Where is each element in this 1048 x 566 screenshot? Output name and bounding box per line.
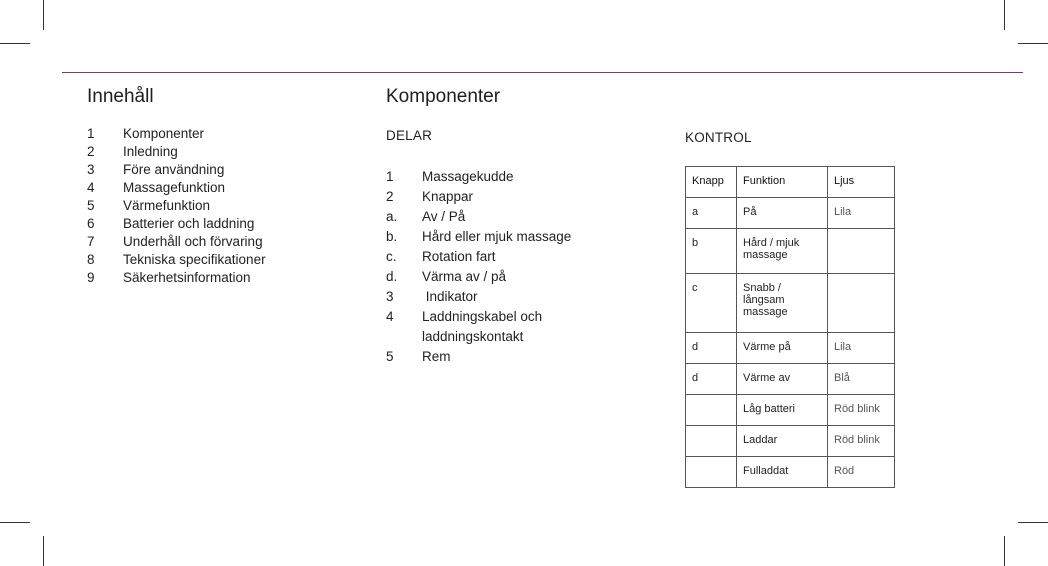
toc-item-number: 7 (87, 234, 95, 249)
part-item-number: 5 (386, 349, 394, 364)
cell-ljus: Lila (828, 198, 895, 229)
toc-item (87, 125, 266, 143)
part-item (386, 167, 612, 187)
part-item-number: a. (386, 209, 398, 224)
header-knapp: Knapp (686, 167, 737, 198)
parts-list (386, 167, 612, 367)
cell-ljus: Röd blink (828, 395, 895, 426)
control-table-row (686, 274, 895, 333)
part-item-label: Indikator (422, 289, 478, 304)
part-item-number: d. (386, 269, 398, 284)
toc-item (87, 179, 266, 197)
crop-mark-top-left-vertical (43, 0, 44, 30)
toc-item-number: 6 (87, 216, 95, 231)
parts-heading: DELAR (386, 128, 433, 143)
cell-funktion: Hård / mjuk massage (737, 229, 828, 274)
cell-knapp (686, 395, 737, 426)
crop-mark-top-left-horizontal (0, 43, 30, 44)
toc-item (87, 269, 266, 287)
part-item (386, 287, 612, 307)
part-item-number: 4 (386, 309, 394, 324)
crop-mark-top-right-horizontal (1018, 43, 1048, 44)
toc-item-label: Säkerhetsinformation (123, 270, 251, 285)
cell-knapp: c (686, 274, 737, 333)
control-table-header-row (686, 167, 895, 198)
components-title: Komponenter (386, 86, 501, 107)
control-table-row (686, 333, 895, 364)
toc-item-label: Värmefunktion (123, 198, 211, 213)
control-table-row (686, 198, 895, 229)
part-item (386, 227, 612, 247)
toc-item-label: Batterier och laddning (123, 216, 255, 231)
control-heading: KONTROL (685, 130, 752, 145)
cell-ljus: Röd (828, 457, 895, 488)
part-item (386, 247, 612, 267)
cell-funktion: Låg batteri (737, 395, 828, 426)
part-item-number: 3 (386, 289, 394, 304)
part-item-label: Av / På (422, 209, 466, 224)
part-item (386, 187, 612, 207)
cell-knapp: b (686, 229, 737, 274)
crop-mark-bottom-left-vertical (43, 536, 44, 566)
cell-ljus: Lila (828, 333, 895, 364)
control-table-row (686, 395, 895, 426)
toc-item (87, 233, 266, 251)
cell-funktion: Laddar (737, 426, 828, 457)
cell-knapp: d (686, 333, 737, 364)
part-item (386, 267, 612, 287)
part-item-label: Hård eller mjuk massage (422, 229, 572, 244)
toc-item-number: 9 (87, 270, 95, 285)
cell-funktion: På (737, 198, 828, 229)
part-item-number: 2 (386, 189, 394, 204)
part-item-label: Massagekudde (422, 169, 514, 184)
control-table-row (686, 364, 895, 395)
toc-item-label: Tekniska specifikationer (123, 252, 266, 267)
cell-funktion: Snabb / långsam massage (737, 274, 828, 333)
part-item-label: Rotation fart (422, 249, 496, 264)
cell-knapp: a (686, 198, 737, 229)
control-table-row (686, 426, 895, 457)
control-table-row (686, 457, 895, 488)
toc-item-number: 1 (87, 126, 95, 141)
crop-mark-bottom-right-horizontal (1018, 522, 1048, 523)
crop-mark-top-right-vertical (1004, 0, 1005, 30)
part-item-label: Värma av / på (422, 269, 507, 284)
cell-ljus (828, 274, 895, 333)
cell-funktion: Värme på (737, 333, 828, 364)
toc-item-label: Komponenter (123, 126, 205, 141)
toc-item (87, 197, 266, 215)
crop-mark-bottom-right-vertical (1004, 536, 1005, 566)
part-item (386, 307, 612, 347)
toc-item-number: 5 (87, 198, 95, 213)
toc-item (87, 251, 266, 269)
cell-knapp (686, 426, 737, 457)
cell-funktion: Värme av (737, 364, 828, 395)
crop-mark-bottom-left-horizontal (0, 522, 30, 523)
cell-knapp: d (686, 364, 737, 395)
part-item-label: Laddningskabel och laddningskontakt (422, 309, 546, 344)
toc-item (87, 161, 266, 179)
toc-item (87, 215, 266, 233)
toc-item-label: Massagefunktion (123, 180, 226, 195)
toc-item-label: Inledning (123, 144, 178, 159)
part-item-number: b. (386, 229, 398, 244)
cell-ljus: Blå (828, 364, 895, 395)
header-ljus: Ljus (828, 167, 895, 198)
toc-item (87, 143, 266, 161)
toc-list (87, 125, 266, 287)
toc-item-number: 8 (87, 252, 95, 267)
part-item-number: c. (386, 249, 397, 264)
part-item (386, 207, 612, 227)
part-item-label: Rem (422, 349, 451, 364)
toc-item-number: 4 (87, 180, 95, 195)
toc-title: Innehåll (87, 86, 154, 107)
toc-item-number: 2 (87, 144, 95, 159)
toc-item-label: Underhåll och förvaring (123, 234, 263, 249)
toc-item-label: Före användning (123, 162, 225, 177)
cell-funktion: Fulladdat (737, 457, 828, 488)
cell-ljus: Röd blink (828, 426, 895, 457)
cell-knapp (686, 457, 737, 488)
cell-ljus (828, 229, 895, 274)
control-table (685, 166, 895, 488)
header-funktion: Funktion (737, 167, 828, 198)
part-item-number: 1 (386, 169, 394, 184)
part-item (386, 347, 612, 367)
part-item-label: Knappar (422, 189, 474, 204)
header-rule (62, 72, 1023, 73)
control-table-row (686, 229, 895, 274)
toc-item-number: 3 (87, 162, 95, 177)
